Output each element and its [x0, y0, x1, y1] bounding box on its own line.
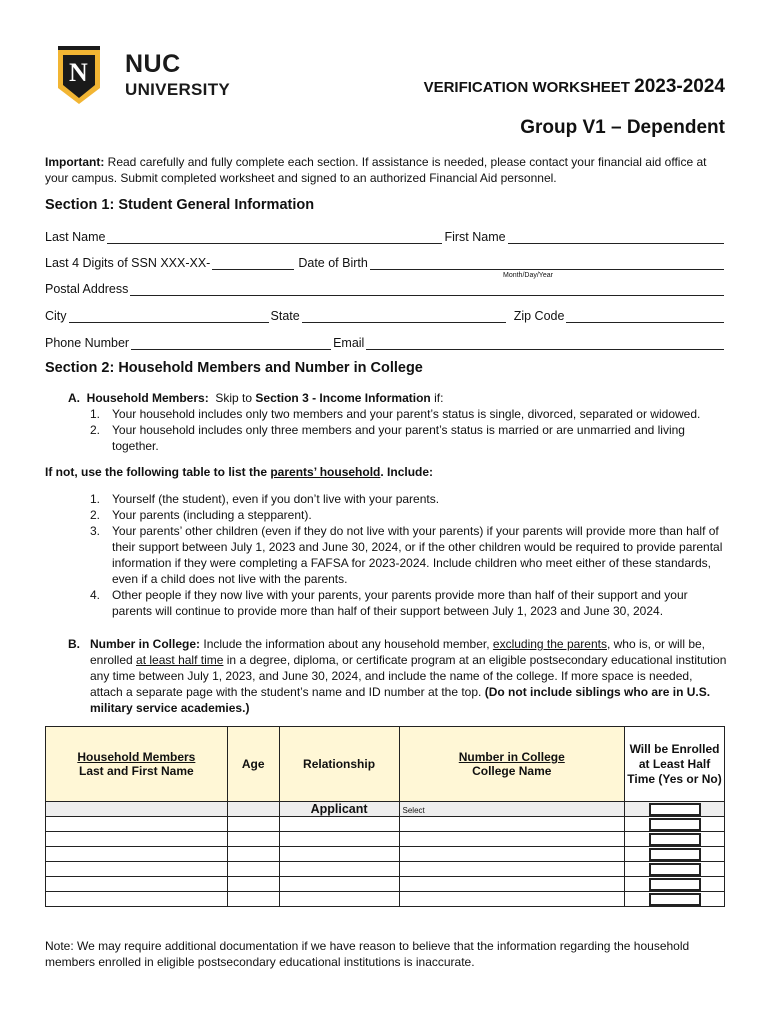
- important-lead: Important:: [45, 155, 105, 169]
- section1-title: Section 1: Student General Information: [45, 197, 315, 213]
- include-list: [68, 491, 728, 619]
- household-table: [45, 726, 725, 907]
- list-item: 2. Your household includes only three members and your parent’s status is married or are unmarried and living together.: [90, 423, 685, 453]
- skip-conditions-list: [68, 406, 728, 454]
- zip-label: Zip Code: [513, 309, 565, 323]
- enrolled-field[interactable]: [649, 863, 701, 876]
- first-name-label: First Name: [444, 230, 506, 244]
- dob-label: Date of Birth: [298, 256, 368, 270]
- worksheet-title-main: VERIFICATION WORKSHEET: [423, 79, 630, 96]
- enrolled-field[interactable]: [649, 803, 701, 816]
- worksheet-year: 2023-2024: [634, 76, 725, 97]
- table-row: [46, 862, 725, 877]
- cell-enrolled: [625, 802, 725, 817]
- worksheet-title: [424, 76, 725, 98]
- postal-row: [45, 280, 726, 296]
- item-b-heading: Number in College:: [90, 637, 201, 651]
- postal-field[interactable]: [130, 283, 724, 296]
- phone-label: Phone Number: [45, 336, 130, 350]
- if-not-instruction: If not, use the following table to list the parents’ household. Include:: [45, 465, 434, 479]
- table-row: [46, 802, 725, 817]
- item-a-heading: Household Members:: [86, 391, 209, 405]
- table-row: [46, 877, 725, 892]
- section2-title: Section 2: Household Members and Number in College: [45, 360, 423, 376]
- city-field[interactable]: [69, 310, 269, 323]
- enrolled-field[interactable]: [649, 848, 701, 861]
- col-enrolled-half-time: Will be Enrolled at Least Half Time (Yes or No): [625, 727, 725, 802]
- dob-hint: Month/Day/Year: [503, 272, 553, 279]
- item-a-text: Skip to: [215, 391, 253, 405]
- siblings-exclusion-text: (Do not include siblings who are in U.S. military service academies.): [90, 685, 711, 715]
- excluding-parents-text: excluding the parents: [492, 637, 607, 651]
- enrolled-field[interactable]: [649, 893, 701, 906]
- footer-note: Note: We may require additional documentation if we have reason to believe that the information regarding the household members enrolled in eligible postsecondary educational institutions is inaccurate.: [45, 939, 690, 969]
- include-list-block: [68, 491, 728, 619]
- col-relationship: Relationship: [279, 727, 399, 802]
- number-in-college-block: B. Number in College: Include the information about any household member, excluding the parents, who is, or will be, enrolled at least half time in a degree, diploma, or certificate program at an eligible postsecondary educational institution any time between July 1, 2023, and June 30, 2024, and include the name of the college. If more space is needed, attach a separate page with the student’s name and ID number at the top. (Do not include siblings who are in U.S. military service academies.): [68, 637, 727, 715]
- table-row: [46, 832, 725, 847]
- zip-field[interactable]: [566, 310, 724, 323]
- logo-subname: UNIVERSITY: [125, 80, 231, 99]
- college-select[interactable]: Select: [399, 802, 625, 817]
- cell-age[interactable]: [227, 802, 279, 817]
- table-header-row: [46, 727, 725, 802]
- col-household-members: Household Members Last and First Name: [46, 727, 228, 802]
- table-row: [46, 892, 725, 907]
- state-field[interactable]: [302, 310, 506, 323]
- half-time-text: at least half time: [136, 653, 224, 667]
- city-label: City: [45, 309, 67, 323]
- state-label: State: [270, 309, 300, 323]
- group-title: Group V1 – Dependent: [520, 117, 725, 138]
- list-item: 4. Other people if they now live with your parents, your parents provide more than half of their support and your parents will continue to provide more than half of their support between July 1, 2023 and June 30, 2024.: [90, 588, 688, 618]
- last-name-label: Last Name: [45, 230, 106, 244]
- col-age: Age: [227, 727, 279, 802]
- table-row: [46, 817, 725, 832]
- enrolled-field[interactable]: [649, 818, 701, 831]
- university-logo-emblem: [56, 44, 102, 106]
- list-item: 1. Your household includes only two members and your parent’s status is single, divorced, separated or widowed.: [90, 407, 701, 421]
- last-name-field[interactable]: [107, 231, 442, 244]
- postal-label: Postal Address: [45, 282, 129, 296]
- name-row: [45, 228, 726, 244]
- logo-letter: N: [69, 58, 88, 87]
- phone-field[interactable]: [131, 337, 331, 350]
- table-row: [46, 847, 725, 862]
- city-row: [45, 307, 726, 323]
- list-item: 1. Yourself (the student), even if you don’t live with your parents.: [90, 492, 440, 506]
- household-members-block: [68, 390, 728, 454]
- important-text: Read carefully and fully complete each section. If assistance is needed, please contact your financial aid office at your campus. Submit completed worksheet and signed to an authorized Financial Aid personnel.: [45, 155, 707, 185]
- enrolled-field[interactable]: [649, 878, 701, 891]
- applicant-relationship: Applicant: [279, 802, 399, 817]
- ssn-label: Last 4 Digits of SSN XXX-XX-: [45, 256, 211, 270]
- first-name-field[interactable]: [508, 231, 724, 244]
- parents-household-text: parents’ household: [270, 465, 381, 479]
- item-a-text2: if:: [434, 391, 444, 405]
- email-field[interactable]: [366, 337, 724, 350]
- ssn-field[interactable]: [212, 257, 294, 270]
- col-college: Number in College College Name: [399, 727, 625, 802]
- dob-field[interactable]: [370, 257, 724, 270]
- important-notice: [45, 154, 730, 186]
- email-label: Email: [333, 336, 365, 350]
- item-a-bold: Section 3 - Income Information: [255, 391, 431, 405]
- phone-row: [45, 334, 726, 350]
- list-item: 2. Your parents (including a stepparent).: [90, 508, 312, 522]
- ssn-dob-row: [45, 254, 726, 270]
- logo-name: NUC: [125, 50, 181, 78]
- cell-name[interactable]: [46, 802, 228, 817]
- item-b-label: B.: [68, 637, 80, 651]
- household-members-heading: [68, 390, 728, 406]
- item-a-label: A.: [68, 391, 80, 405]
- enrolled-field[interactable]: [649, 833, 701, 846]
- list-item: 3. Your parents’ other children (even if they do not live with your parents) if your parents will provide more than half of their support between July 1, 2023 and June 30, 2024, or if the other children would be required to provide parental information if they were completing a FAFSA for 2023-2024. Include children who meet either of these standards, even if a child does not live with the parents.: [90, 524, 723, 586]
